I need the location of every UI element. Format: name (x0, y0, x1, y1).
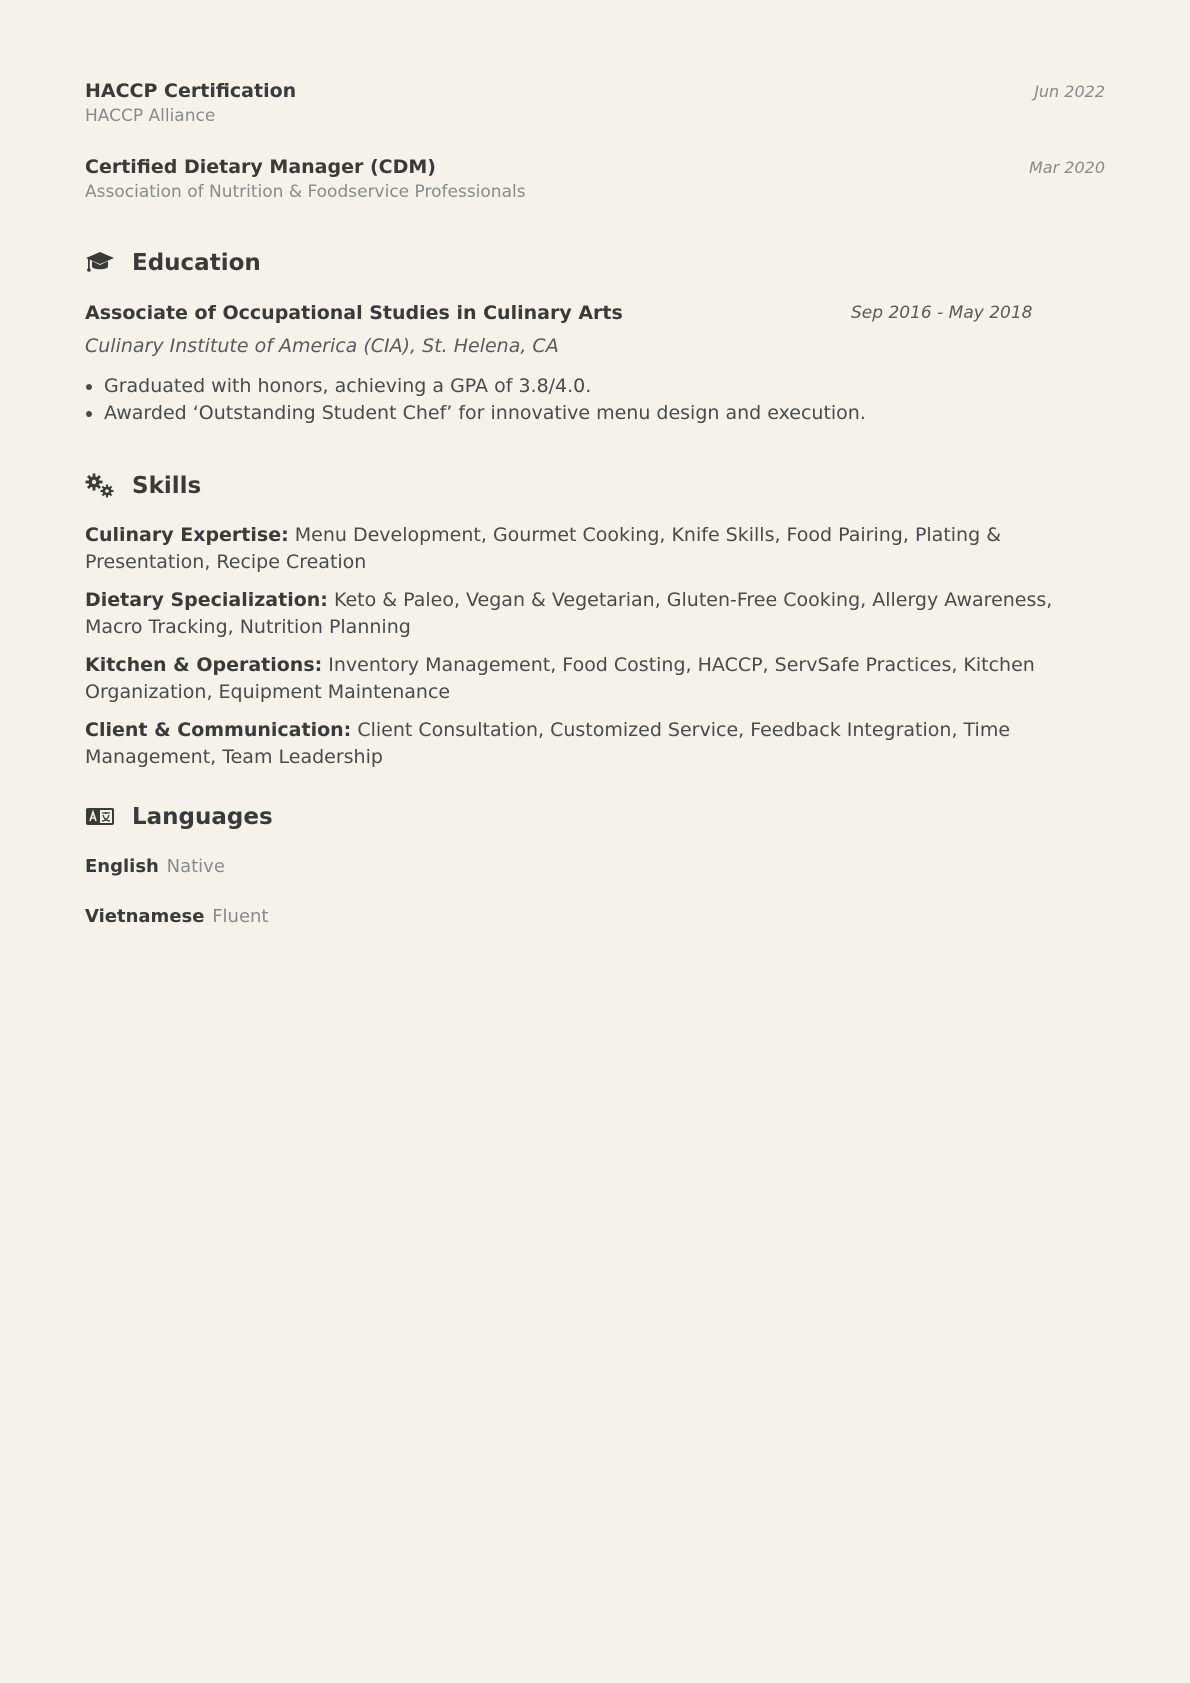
skills-title: Skills (132, 473, 202, 499)
education-bullets (85, 373, 1105, 427)
education-section-header (85, 250, 261, 276)
skill-label: Culinary Expertise: (85, 524, 289, 546)
skill-value: Inventory Management, Food Costing, HACCP, ServSafe Practices, Kitchen Organization, Equipment Maintenance (85, 654, 1035, 703)
language-name: English (85, 856, 159, 877)
certification-org: HACCP Alliance (85, 106, 216, 126)
skill-row (85, 652, 1105, 706)
education-title: Education (132, 250, 261, 276)
list-item: • Awarded ‘Outstanding Student Chef’ for innovative menu design and execution. (104, 400, 1105, 427)
languages-section-header (85, 804, 273, 830)
list-item: • Graduated with honors, achieving a GPA of 3.8/4.0. (104, 373, 1105, 400)
language-item (85, 906, 269, 927)
certification-date: Jun 2022 (1034, 82, 1105, 101)
education-school: Culinary Institute of America (CIA), St. Helena, CA (85, 335, 559, 357)
skill-value: Keto & Paleo, Vegan & Vegetarian, Gluten-Free Cooking, Allergy Awareness, Macro Tracking, Nutrition Planning (85, 589, 1053, 638)
languages-title: Languages (132, 804, 273, 830)
graduation-cap-icon (85, 250, 115, 276)
language-name: Vietnamese (85, 906, 205, 927)
skill-row (85, 717, 1105, 771)
skill-label: Client & Communication: (85, 719, 352, 741)
skill-row (85, 587, 1105, 641)
education-entry (85, 302, 1105, 427)
skill-value: Menu Development, Gourmet Cooking, Knife Skills, Food Pairing, Plating & Presentation, Recipe Creation (85, 524, 1002, 573)
language-level: Fluent (212, 906, 269, 927)
education-dates: Sep 2016 - May 2018 (851, 303, 1033, 323)
certification-org: Association of Nutrition & Foodservice Professionals (85, 182, 526, 202)
skills-list (85, 522, 1105, 782)
skill-row (85, 522, 1105, 576)
language-icon (85, 804, 115, 830)
certification-name: HACCP Certification (85, 80, 297, 102)
skill-value: Client Consultation, Customized Service, Feedback Integration, Time Management, Team Leadership (85, 719, 1011, 768)
gears-icon (85, 473, 115, 499)
certification-item (85, 80, 1105, 126)
certification-date: Mar 2020 (1029, 158, 1105, 177)
skill-label: Kitchen & Operations: (85, 654, 323, 676)
language-level: Native (166, 856, 225, 877)
language-item (85, 856, 225, 877)
certification-name: Certified Dietary Manager (CDM) (85, 156, 436, 178)
skill-label: Dietary Specialization: (85, 589, 328, 611)
certification-item (85, 156, 1105, 202)
skills-section-header (85, 473, 201, 499)
education-degree: Associate of Occupational Studies in Culinary Arts (85, 302, 623, 324)
